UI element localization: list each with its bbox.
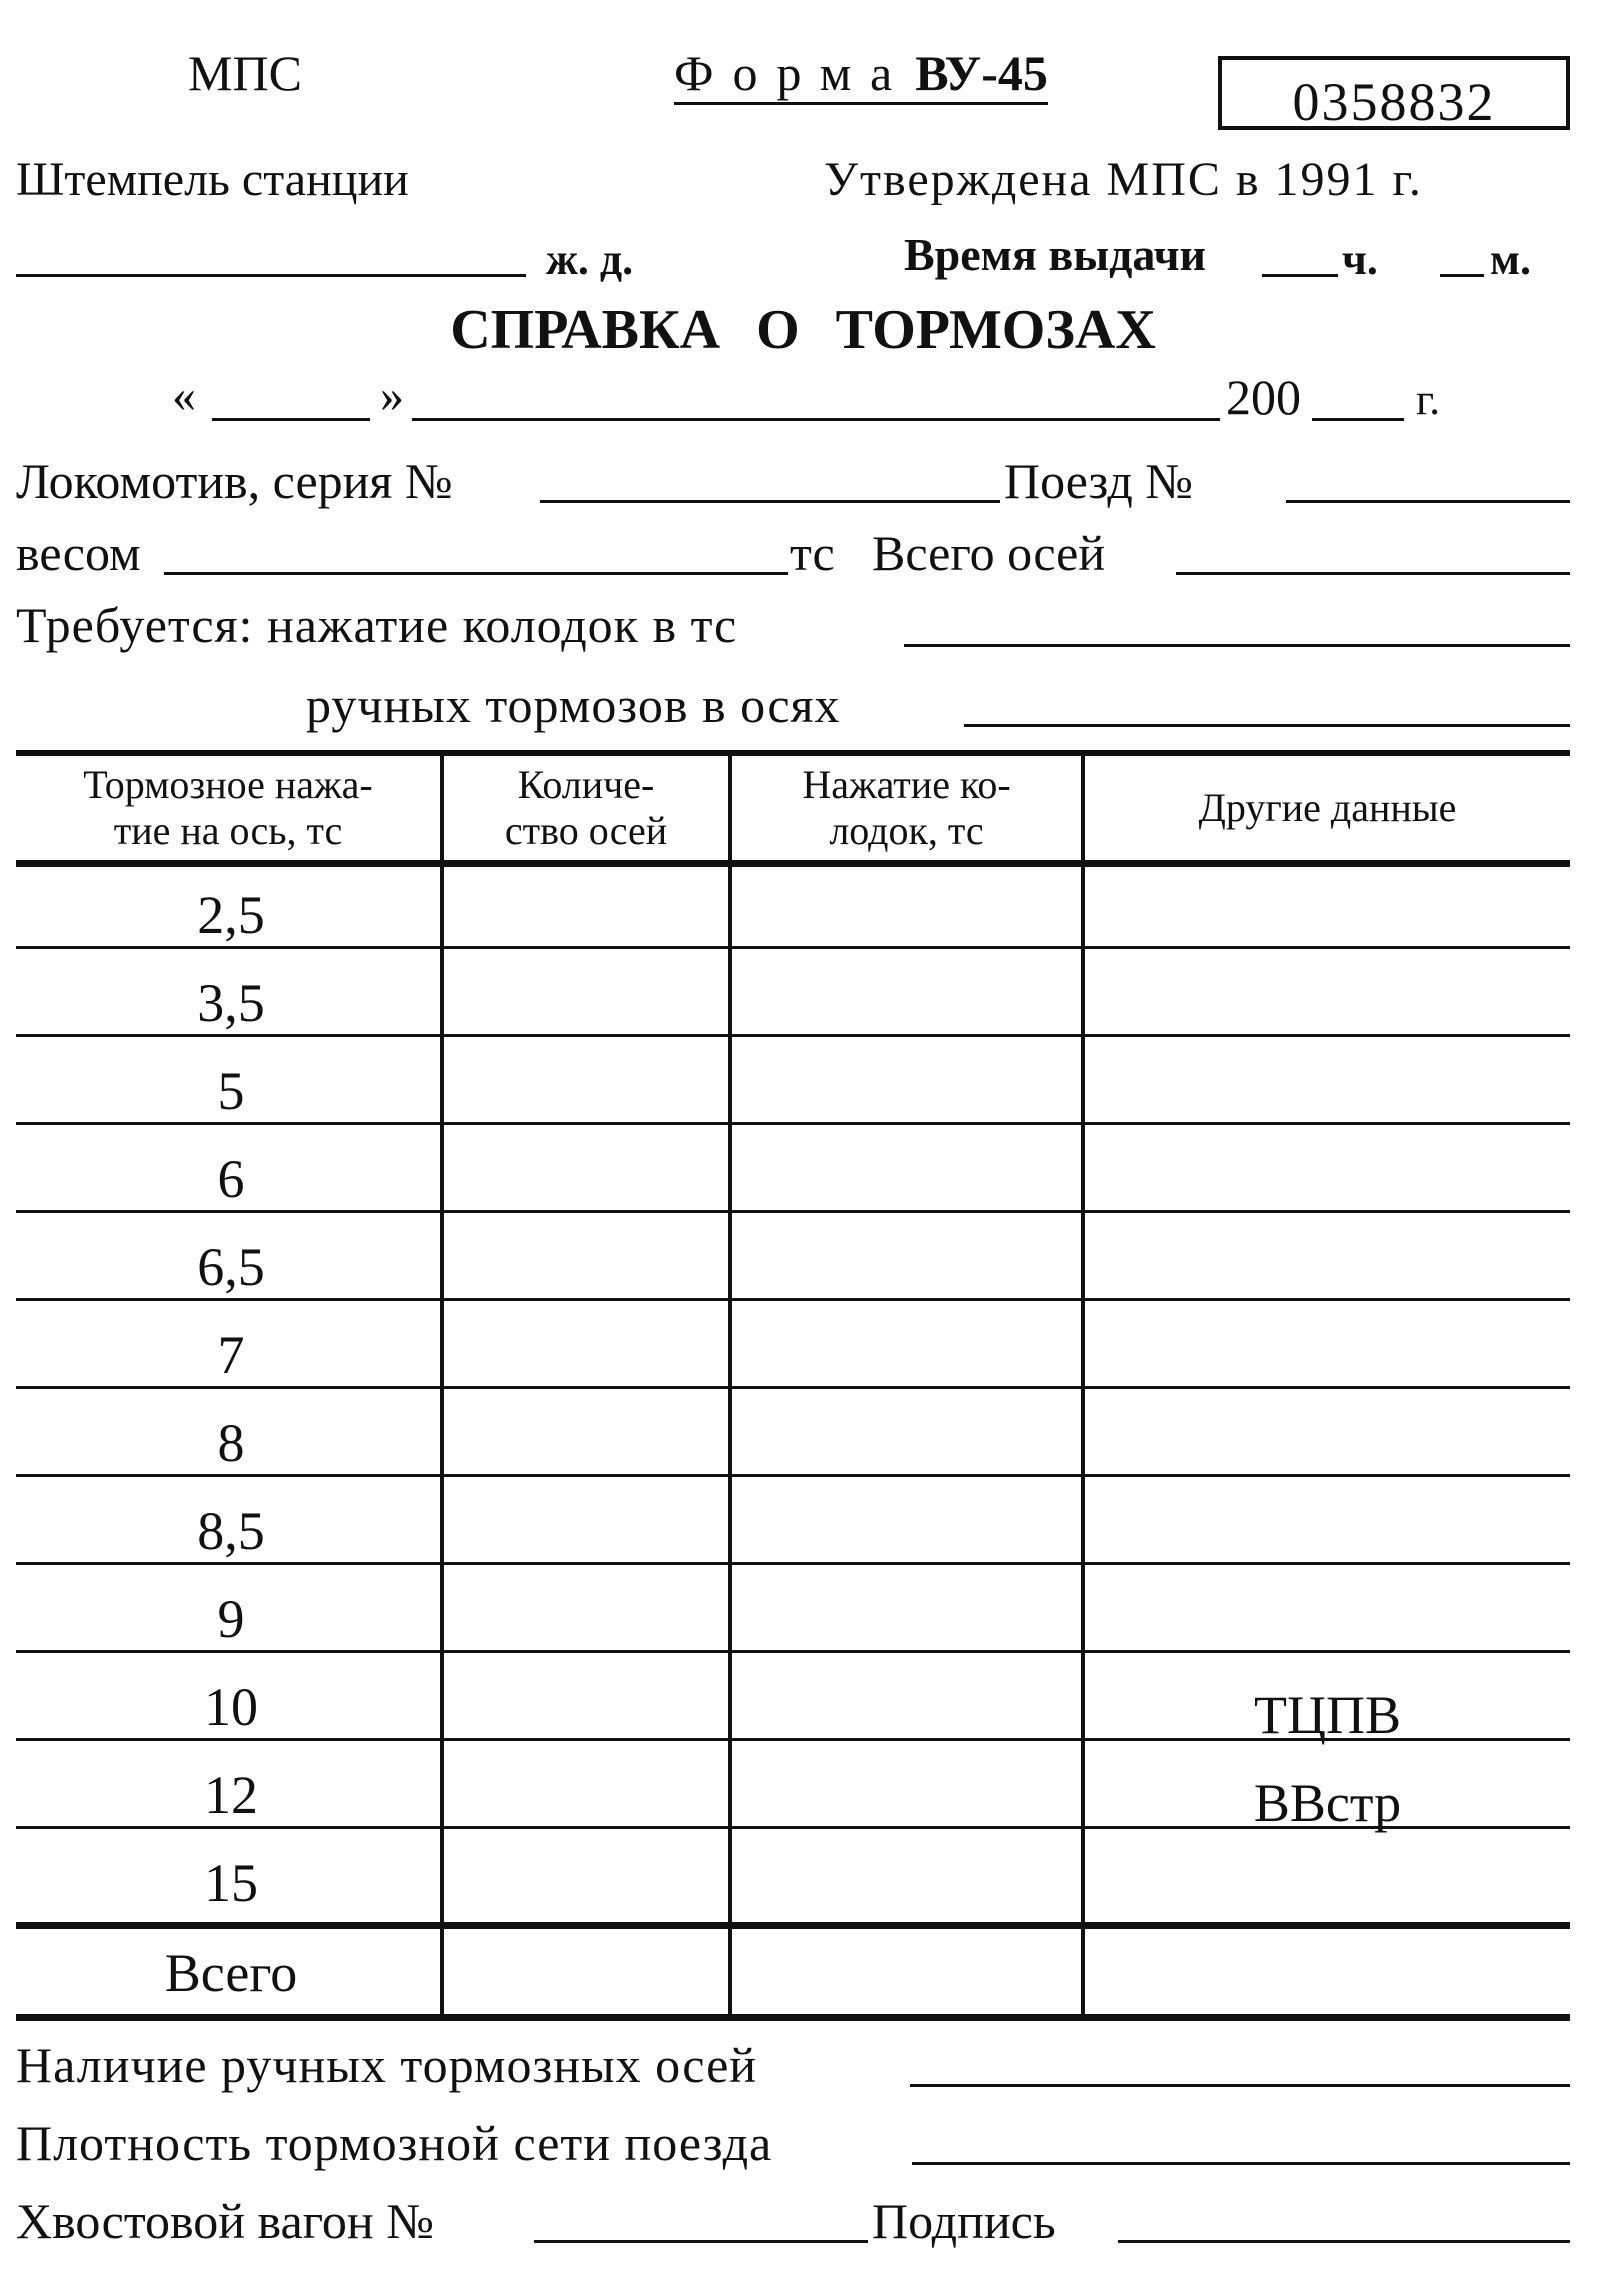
row-separator <box>16 1474 1570 1477</box>
table-top-rule <box>16 750 1570 756</box>
row-pressure-value: 8,5 <box>197 1501 265 1561</box>
date-day-line[interactable] <box>212 418 370 421</box>
minute-suffix: м. <box>1490 235 1531 284</box>
row-separator <box>16 1386 1570 1389</box>
tail-car-label: Хвостовой вагон № <box>16 2193 434 2249</box>
form-number-heading <box>674 45 1048 105</box>
row-separator <box>16 1562 1570 1565</box>
approval-note: Утверждена МПС в 1991 г. <box>824 153 1423 206</box>
signature-line[interactable] <box>1118 2240 1570 2243</box>
serial-number: 0358832 <box>1292 72 1496 132</box>
weight-line[interactable] <box>164 572 788 575</box>
row-pressure-value: 6 <box>217 1149 245 1209</box>
row-pressure-value: 5 <box>217 1061 245 1121</box>
row-pressure-value: 9 <box>217 1589 245 1649</box>
railway-name-line[interactable] <box>16 274 526 277</box>
column-header-other-data: Другие данные <box>1198 785 1457 830</box>
hand-brake-axles-label: Наличие ручных тормозных осей <box>16 2037 758 2093</box>
railway-suffix: ж. д. <box>546 235 634 284</box>
issue-hour-line[interactable] <box>1262 274 1338 277</box>
hour-suffix: ч. <box>1342 235 1378 284</box>
issue-minute-line[interactable] <box>1440 274 1484 277</box>
table-bottom-rule <box>16 2014 1570 2021</box>
date-close-quote: » <box>380 369 404 422</box>
year-suffix: г. <box>1416 375 1441 424</box>
total-row-label: Всего <box>164 1943 298 2003</box>
other-data-cell: ТЦПВ <box>1254 1685 1401 1745</box>
row-separator <box>16 1122 1570 1125</box>
total-row-rule <box>16 1922 1570 1929</box>
column-header-pressure-per-axle: Тормозное нажа- тие на ось, тс <box>83 762 373 853</box>
locomotive-label: Локомотив, серия № <box>16 453 453 509</box>
brake-density-line[interactable] <box>912 2162 1570 2165</box>
row-separator <box>16 1650 1570 1653</box>
row-pressure-value: 10 <box>204 1677 258 1737</box>
total-axles-label: Всего осей <box>872 525 1106 581</box>
train-number-label: Поезд № <box>1004 453 1194 509</box>
column-header-axle-count: Количе- ство осей <box>504 762 668 853</box>
row-separator <box>16 1298 1570 1301</box>
year-line[interactable] <box>1312 418 1404 421</box>
row-pressure-value: 3,5 <box>197 973 265 1033</box>
document-title: СПРАВКА О ТОРМОЗАХ <box>450 299 1156 361</box>
ministry-label: МПС <box>188 45 302 101</box>
row-pressure-value: 15 <box>204 1853 258 1913</box>
row-separator <box>16 1034 1570 1037</box>
brake-density-label: Плотность тормозной сети поезда <box>16 2115 773 2171</box>
locomotive-series-line[interactable] <box>540 500 1000 503</box>
train-number-line[interactable] <box>1286 500 1570 503</box>
row-separator <box>16 1210 1570 1213</box>
tail-car-line[interactable] <box>534 2240 868 2243</box>
date-open-quote: « <box>172 369 196 422</box>
form-word: Форма <box>674 45 912 101</box>
date-month-line[interactable] <box>412 418 1220 421</box>
total-axles-line[interactable] <box>1176 572 1570 575</box>
row-pressure-value: 12 <box>204 1765 258 1825</box>
serial-number-box <box>1218 56 1570 130</box>
weight-label: весом <box>16 525 141 581</box>
hand-brakes-label: ручных тормозов в осях <box>306 677 841 733</box>
required-pressure-label: Требуется: нажатие колодок в тс <box>16 597 738 653</box>
table-header-rule <box>16 860 1570 867</box>
row-pressure-value: 2,5 <box>197 885 265 945</box>
hand-brakes-line[interactable] <box>964 724 1570 727</box>
form-code: ВУ-45 <box>915 45 1048 101</box>
year-prefix: 200 <box>1226 369 1301 425</box>
hand-brake-axles-line[interactable] <box>910 2084 1570 2087</box>
row-separator <box>16 946 1570 949</box>
column-header-shoe-pressure: Нажатие ко- лодок, тс <box>802 762 1011 853</box>
issue-time-label: Время выдачи <box>904 229 1207 280</box>
weight-unit: тс <box>790 525 835 581</box>
row-pressure-value: 7 <box>217 1325 245 1385</box>
row-pressure-value: 8 <box>217 1413 245 1473</box>
station-stamp-label: Штемпель станции <box>16 153 409 206</box>
row-pressure-value: 6,5 <box>197 1237 265 1297</box>
signature-label: Подпись <box>872 2193 1056 2249</box>
other-data-cell: ВВстр <box>1253 1773 1402 1833</box>
required-pressure-line[interactable] <box>904 644 1570 647</box>
